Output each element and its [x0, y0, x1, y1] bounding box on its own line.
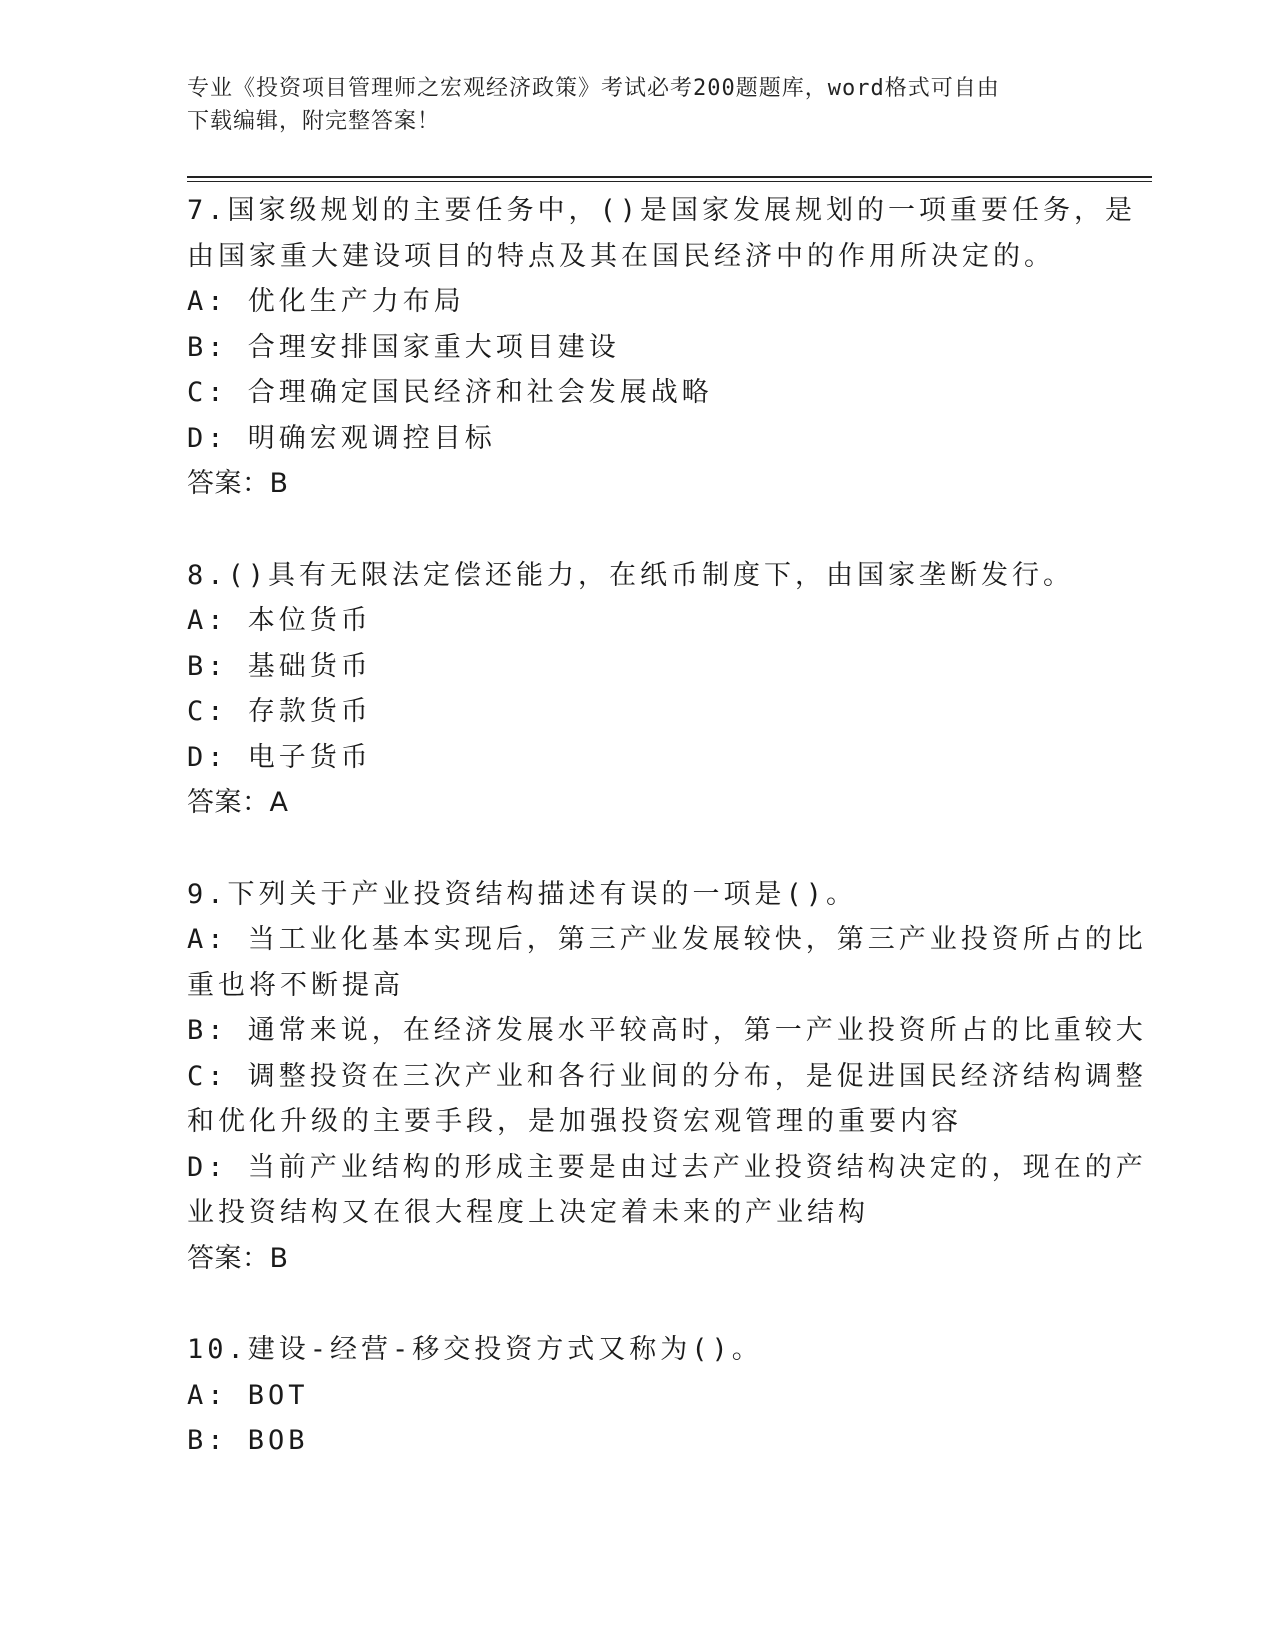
question-stem: 8.()具有无限法定偿还能力，在纸币制度下，由国家垄断发行。	[187, 559, 1075, 591]
option-a-continued: 重也将不断提高	[187, 969, 404, 1001]
option-d: D: 明确宏观调控目标	[187, 422, 496, 454]
question-block	[187, 553, 1087, 826]
option-b: B: 基础货币	[187, 650, 372, 682]
option-a: A: 当工业化基本实现后，第三产业发展较快，第三产业投资所占的比	[187, 924, 1147, 955]
option-a: A: BOT	[187, 1379, 309, 1411]
spacer	[187, 507, 1087, 553]
question-block	[187, 872, 1147, 1282]
spacer	[187, 1281, 1087, 1327]
header-line-1: 专业《投资项目管理师之宏观经济政策》考试必考200题题库，word格式可自由	[187, 76, 1000, 101]
option-b: B: BOB	[187, 1425, 309, 1456]
option-c: C: 存款货币	[187, 696, 372, 727]
option-d: D: 电子货币	[187, 741, 372, 773]
document-header	[187, 72, 1067, 138]
option-a: A: 优化生产力布局	[187, 286, 465, 317]
header-rule-thin	[187, 181, 1152, 182]
option-b: B: 通常来说，在经济发展水平较高时，第一产业投资所占的比重较大	[187, 1015, 1147, 1046]
option-d-continued: 业投资结构又在很大程度上决定着未来的产业结构	[187, 1197, 869, 1228]
option-c: C: 调整投资在三次产业和各行业间的分布，是促进国民经济结构调整	[187, 1060, 1147, 1092]
header-rule-thick	[187, 176, 1152, 178]
answer-label: 答案：B	[187, 468, 289, 499]
question-block	[187, 1327, 1087, 1464]
question-block	[187, 188, 1137, 507]
option-c: C: 合理确定国民经济和社会发展战略	[187, 377, 713, 408]
question-stem: 由国家重大建设项目的特点及其在国民经济中的作用所决定的。	[187, 240, 1055, 272]
question-stem: 10.建设-经营-移交投资方式又称为()。	[187, 1334, 763, 1365]
option-d: D: 当前产业结构的形成主要是由过去产业投资结构决定的，现在的产	[187, 1151, 1147, 1183]
option-c-continued: 和优化升级的主要手段，是加强投资宏观管理的重要内容	[187, 1106, 962, 1137]
answer-label: 答案：A	[187, 787, 289, 818]
question-list	[187, 188, 1147, 1464]
header-line-2: 下载编辑，附完整答案！	[187, 109, 441, 134]
question-stem: 9.下列关于产业投资结构描述有误的一项是()。	[187, 878, 858, 910]
answer-label: 答案：B	[187, 1242, 289, 1274]
option-b: B: 合理安排国家重大项目建设	[187, 331, 620, 363]
question-stem: 7.国家级规划的主要任务中，()是国家发展规划的一项重要任务，是	[187, 195, 1137, 226]
spacer	[187, 826, 1087, 872]
option-a: A: 本位货币	[187, 605, 372, 636]
